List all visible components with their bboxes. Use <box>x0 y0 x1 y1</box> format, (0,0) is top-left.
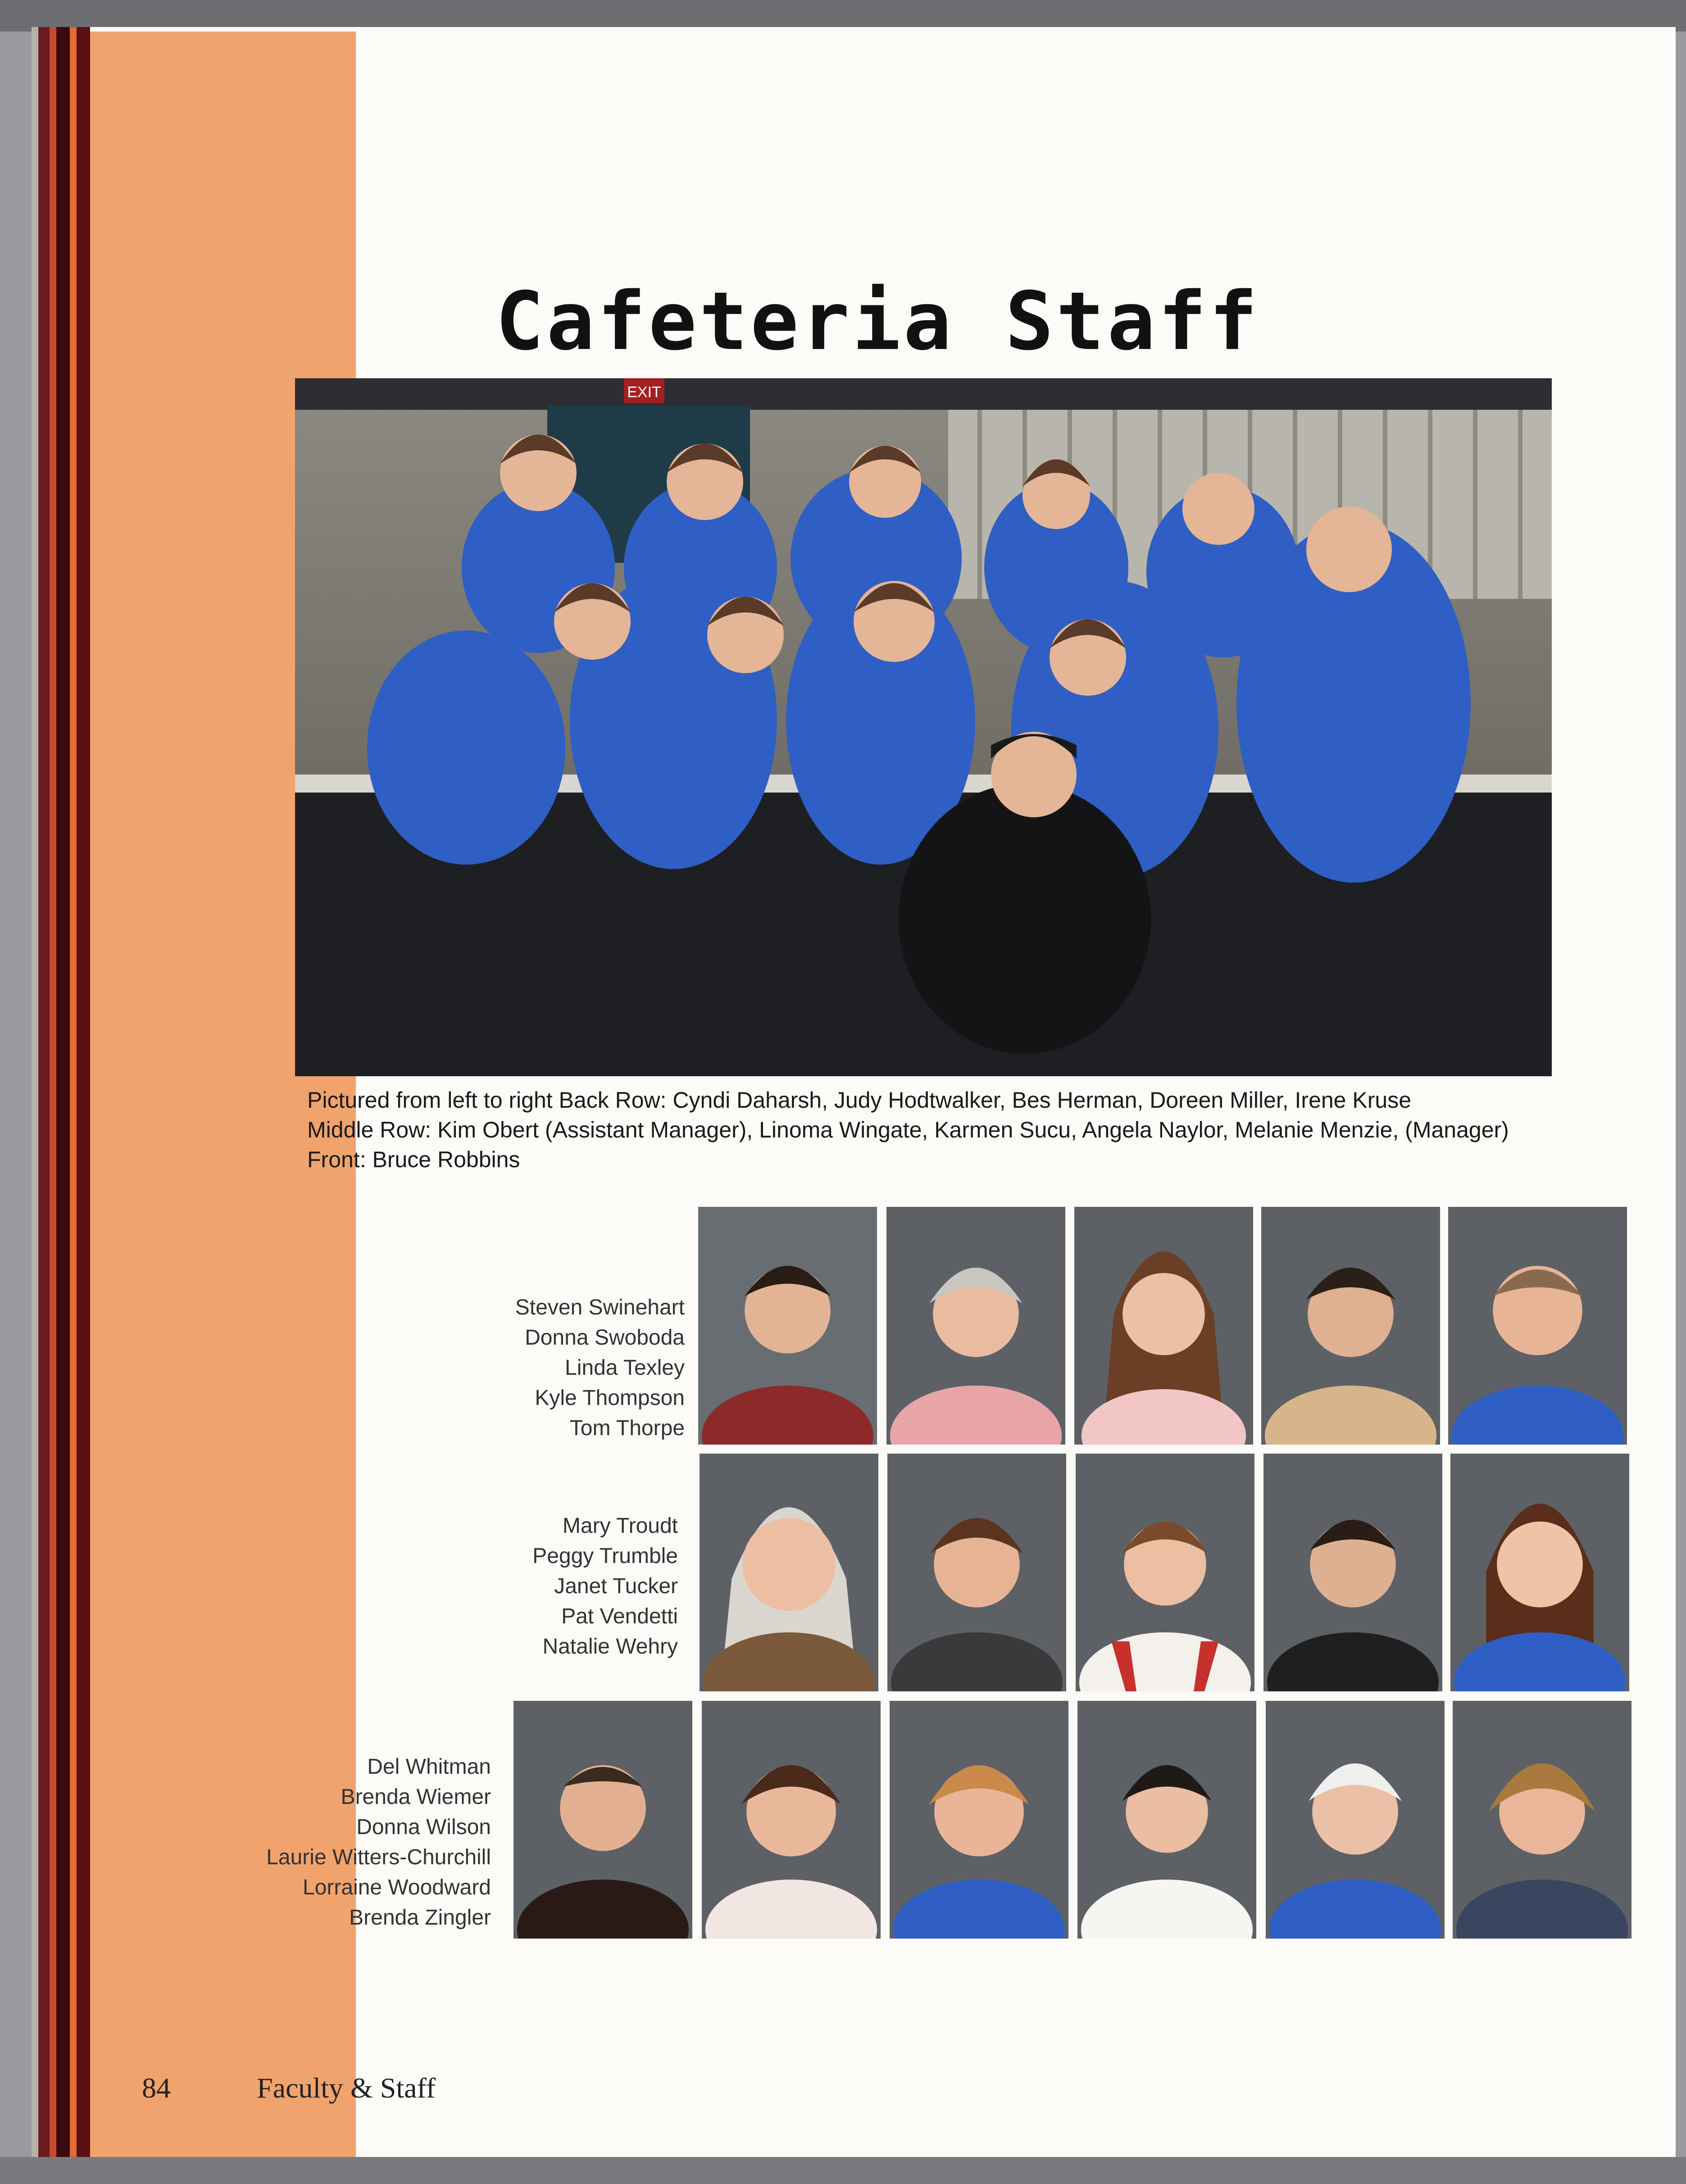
staff-name: Del Whitman <box>367 1755 491 1779</box>
staff-portrait <box>698 1207 877 1445</box>
staff-name: Natalie Wehry <box>542 1635 678 1658</box>
staff-name: Laurie Witters-Churchill <box>266 1845 491 1869</box>
staff-name: Brenda Zingler <box>349 1906 491 1930</box>
group-photo <box>295 378 1552 1076</box>
staff-portrait <box>702 1701 881 1939</box>
page-title: Cafeteria Staff <box>495 275 1260 368</box>
staff-portrait <box>1261 1207 1440 1445</box>
staff-name: Steven Swinehart <box>515 1296 685 1319</box>
staff-name: Mary Troudt <box>562 1514 678 1538</box>
svg-text:EXIT: EXIT <box>627 384 661 401</box>
staff-name: Donna Wilson <box>356 1815 491 1839</box>
staff-name: Linda Texley <box>565 1356 685 1380</box>
book-spine-edge <box>32 27 90 2161</box>
staff-name: Peggy Trumble <box>532 1544 678 1568</box>
staff-name: Brenda Wiemer <box>341 1785 491 1809</box>
name-list-row-3 <box>203 1752 491 1933</box>
name-list-row-1 <box>450 1292 685 1443</box>
staff-portrait <box>890 1701 1068 1939</box>
staff-portrait <box>1074 1207 1253 1445</box>
staff-portrait <box>886 1207 1065 1445</box>
staff-portrait <box>700 1454 878 1691</box>
staff-portrait <box>1266 1701 1445 1939</box>
caption-line-middle-row: Middle Row: Kim Obert (Assistant Manager), Linoma Wingate, Karmen Sucu, Angela Naylor, Melanie Menzie, (Manager) <box>307 1117 1509 1142</box>
staff-portrait <box>1453 1701 1631 1939</box>
staff-name: Kyle Thompson <box>535 1386 685 1410</box>
page-number: 84 <box>142 2072 171 2104</box>
staff-portrait <box>1076 1454 1254 1691</box>
caption-line-back-row: Pictured from left to right Back Row: Cyndi Daharsh, Judy Hodtwalker, Bes Herman, Doreen Miller, Irene Kruse <box>307 1087 1412 1113</box>
staff-portrait <box>1450 1454 1629 1691</box>
staff-portrait <box>1263 1454 1442 1691</box>
staff-portrait <box>1448 1207 1627 1445</box>
caption-line-front-row: Front: Bruce Robbins <box>307 1147 520 1172</box>
name-list-row-2 <box>450 1511 678 1662</box>
section-name: Faculty & Staff <box>257 2072 436 2104</box>
group-photo-caption <box>307 1085 1568 1174</box>
staff-name: Tom Thorpe <box>569 1416 685 1440</box>
staff-portrait <box>1077 1701 1256 1939</box>
staff-name: Donna Swoboda <box>525 1326 685 1350</box>
staff-portrait <box>887 1454 1066 1691</box>
staff-name: Janet Tucker <box>554 1574 678 1598</box>
staff-portrait <box>514 1701 692 1939</box>
staff-name: Pat Vendetti <box>561 1604 678 1628</box>
staff-name: Lorraine Woodward <box>302 1876 491 1899</box>
scan-edge-bottom <box>0 2157 1686 2184</box>
